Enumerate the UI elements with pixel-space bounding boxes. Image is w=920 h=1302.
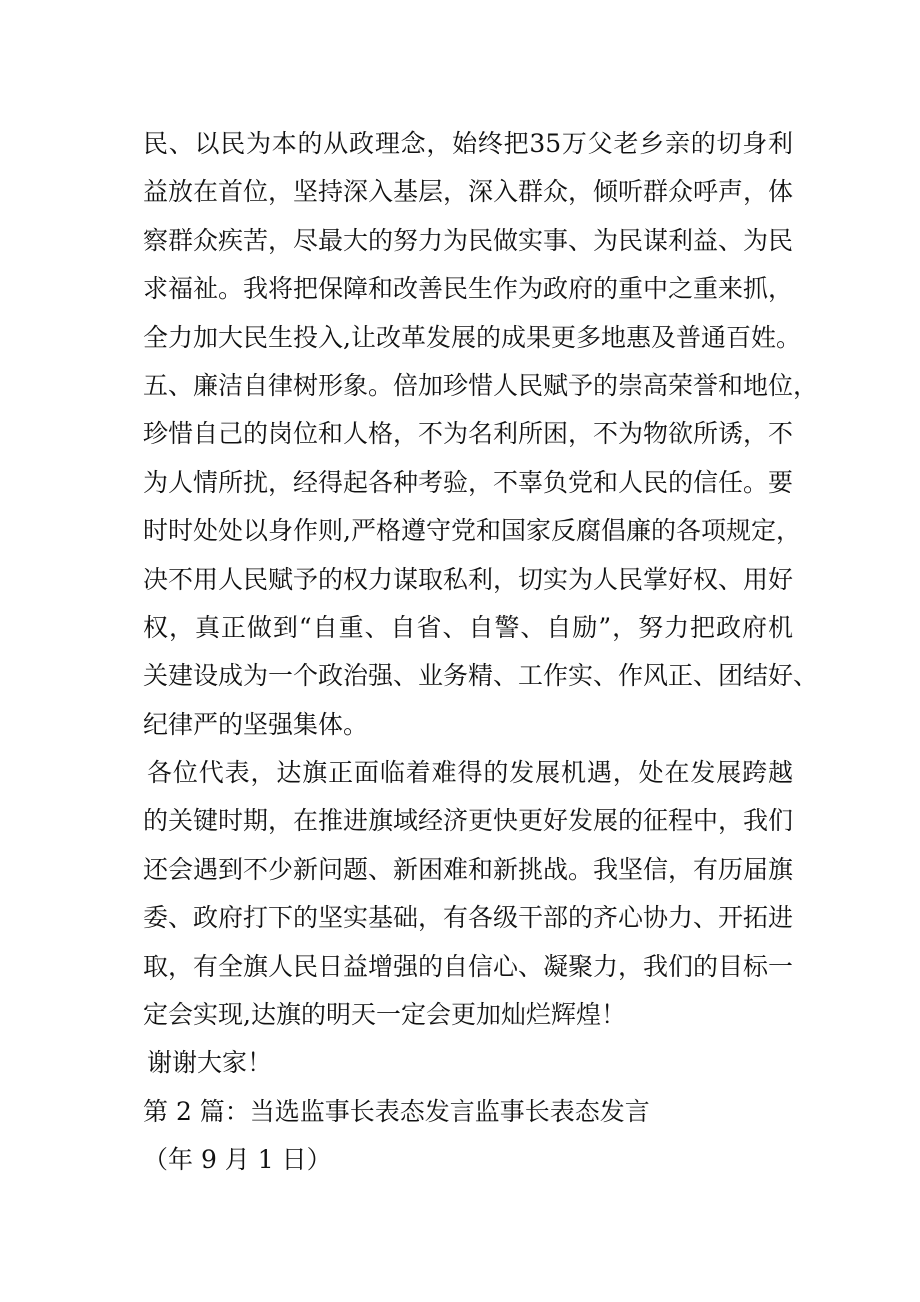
text-line: 求福祉。我将把保障和改善民生作为政府的重中之重来抓， <box>143 274 794 304</box>
text-line: 关建设成为一个政治强、业务精、工作实、作风正、团结好、 <box>143 661 819 691</box>
text-line: 权，真正做到“自重、自省、自警、自励”，努力把政府机 <box>143 612 793 642</box>
article-title: 第 2 篇：当选监事长表态发言监事长表态发言 <box>143 1096 650 1126</box>
text-line: 为人情所扰，经得起各种考验，不辜负党和人民的信任。要 <box>143 467 794 497</box>
text-line: 全力加大民生投入,让改革发展的成果更多地惠及普通百姓。 <box>143 322 801 352</box>
text-line: 时时处处以身作则,严格遵守党和国家反腐倡廉的各项规定， <box>143 516 801 546</box>
text-line: 的关键时期，在推进旗域经济更快更好发展的征程中，我们 <box>143 806 794 836</box>
section-heading-line: 五、廉洁自律树形象。倍加珍惜人民赋予的崇高荣誉和地位， <box>143 370 819 400</box>
text-line: 决不用人民赋予的权力谋取私利，切实为人民掌好权、用好 <box>143 564 794 594</box>
text-line: 取，有全旗人民日益增强的自信心、凝聚力，我们的目标一 <box>143 951 794 981</box>
text-line: 益放在首位，坚持深入基层，深入群众，倾听群众呼声，体 <box>143 177 794 207</box>
text-line: 纪律严的坚强集体。 <box>143 709 369 739</box>
document-body <box>143 120 819 1185</box>
text-line: 民、以民为本的从政理念，始终把35万父老乡亲的切身利 <box>143 129 793 158</box>
text-line: 委、政府打下的坚实基础，有各级干部的齐心协力、开拓进 <box>143 903 794 933</box>
text-line: 察群众疾苦，尽最大的努力为民做实事、为民谋利益、为民 <box>143 225 794 255</box>
text-line: 还会遇到不少新问题、新困难和新挑战。我坚信，有历届旗 <box>143 854 794 884</box>
text-line: 珍惜自己的岗位和人格，不为名利所困，不为物欲所诱，不 <box>143 419 794 449</box>
closing-line: 谢谢大家！ <box>147 1048 273 1078</box>
paragraph-start-line: 各位代表，达旗正面临着难得的发展机遇，处在发展跨越 <box>147 758 793 788</box>
text-line: 定会实现,达旗的明天一定会更加灿烂辉煌！ <box>143 1000 626 1030</box>
article-date: （年 9 月 1 日） <box>143 1145 332 1175</box>
